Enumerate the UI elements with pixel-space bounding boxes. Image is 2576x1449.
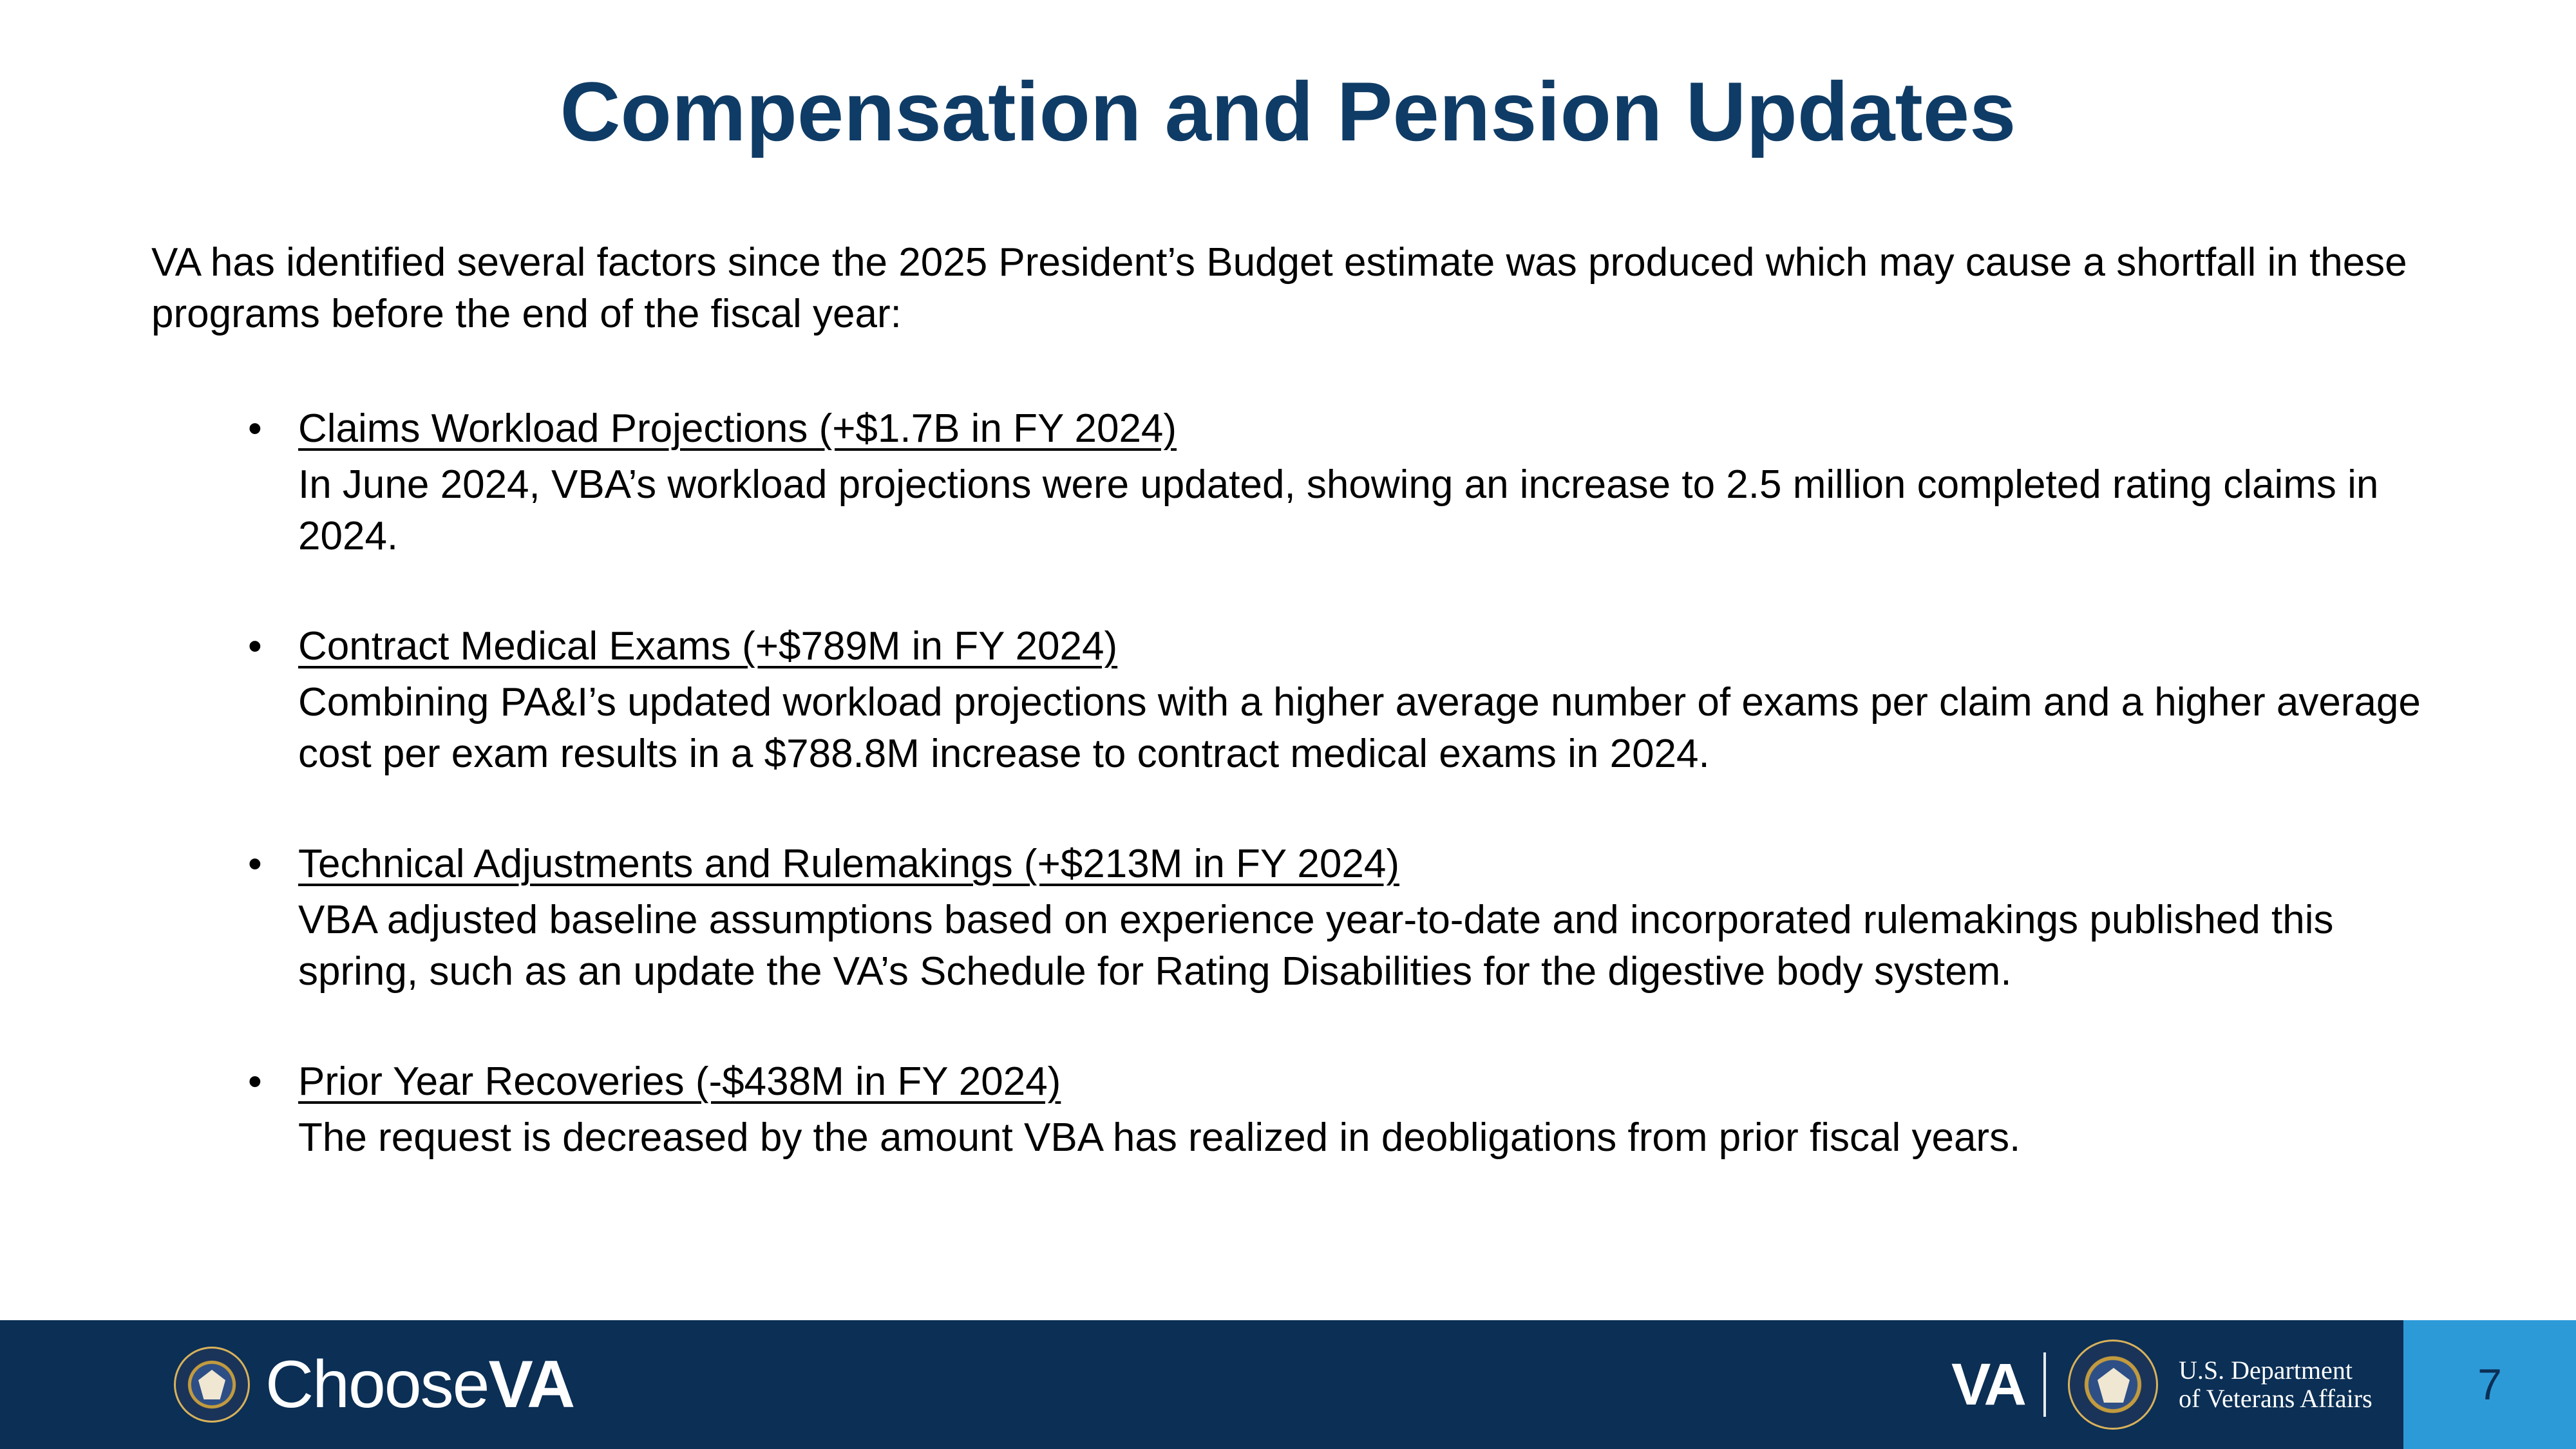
bullet-icon: • (248, 842, 262, 886)
factor-heading: Contract Medical Exams (+$789M in FY 2024) (298, 624, 1118, 668)
factor-item (248, 838, 2450, 998)
choose-text: Choose (265, 1347, 489, 1422)
department-name-line2: of Veterans Affairs (2178, 1384, 2372, 1413)
va-seal-icon (2068, 1340, 2158, 1430)
bullet-icon: • (248, 1059, 262, 1104)
slide-title: Compensation and Pension Updates (560, 64, 2016, 158)
factor-description: In June 2024, VBA’s workload projections were updated, showing an increase to 2.5 million completed rating claims in 2024. (298, 462, 2379, 558)
footer-bar (0, 1320, 2576, 1449)
choose-va-logo (174, 1345, 574, 1425)
va-wordmark: VA (1951, 1352, 2024, 1417)
logo-divider (2043, 1352, 2046, 1417)
factor-description: VBA adjusted baseline assumptions based on experience year-to-date and incorporated rulemakings published this spring, such as an update the VA’s Schedule for Rating Disabilities for the digestive body system. (298, 898, 2334, 994)
page-number: 7 (2477, 1360, 2502, 1409)
choose-va-suffix: VA (488, 1347, 574, 1422)
factor-item (248, 402, 2450, 562)
choose-va-wordmark (265, 1345, 574, 1425)
factor-heading: Claims Workload Projections (+$1.7B in FY 2024) (298, 406, 1177, 451)
factor-item (248, 1056, 2450, 1164)
bullet-icon: • (248, 624, 262, 668)
factor-description: The request is decreased by the amount VBA has realized in deobligations from prior fiscal years. (298, 1115, 2021, 1160)
factor-description: Combining PA&I’s updated workload projections with a higher average number of exams per claim and a higher average cost per exam results in a $788.8M increase to contract medical exams in 2024. (298, 680, 2421, 776)
factor-item (248, 620, 2450, 780)
factor-heading: Technical Adjustments and Rulemakings (+$213M in FY 2024) (298, 842, 1399, 886)
factor-list (248, 402, 2450, 1222)
factor-heading: Prior Year Recoveries (-$438M in FY 2024) (298, 1059, 1061, 1104)
page-number-box (2403, 1320, 2576, 1449)
va-seal-icon (174, 1347, 250, 1423)
bullet-icon: • (248, 406, 262, 451)
department-name (2179, 1356, 2372, 1413)
department-name-line1: U.S. Department (2178, 1356, 2353, 1385)
intro-paragraph: VA has identified several factors since the 2025 President’s Budget estimate was produced which may cause a shortfall in these programs before the end of the fiscal year: (151, 240, 2407, 336)
va-department-logo (1951, 1345, 2372, 1425)
